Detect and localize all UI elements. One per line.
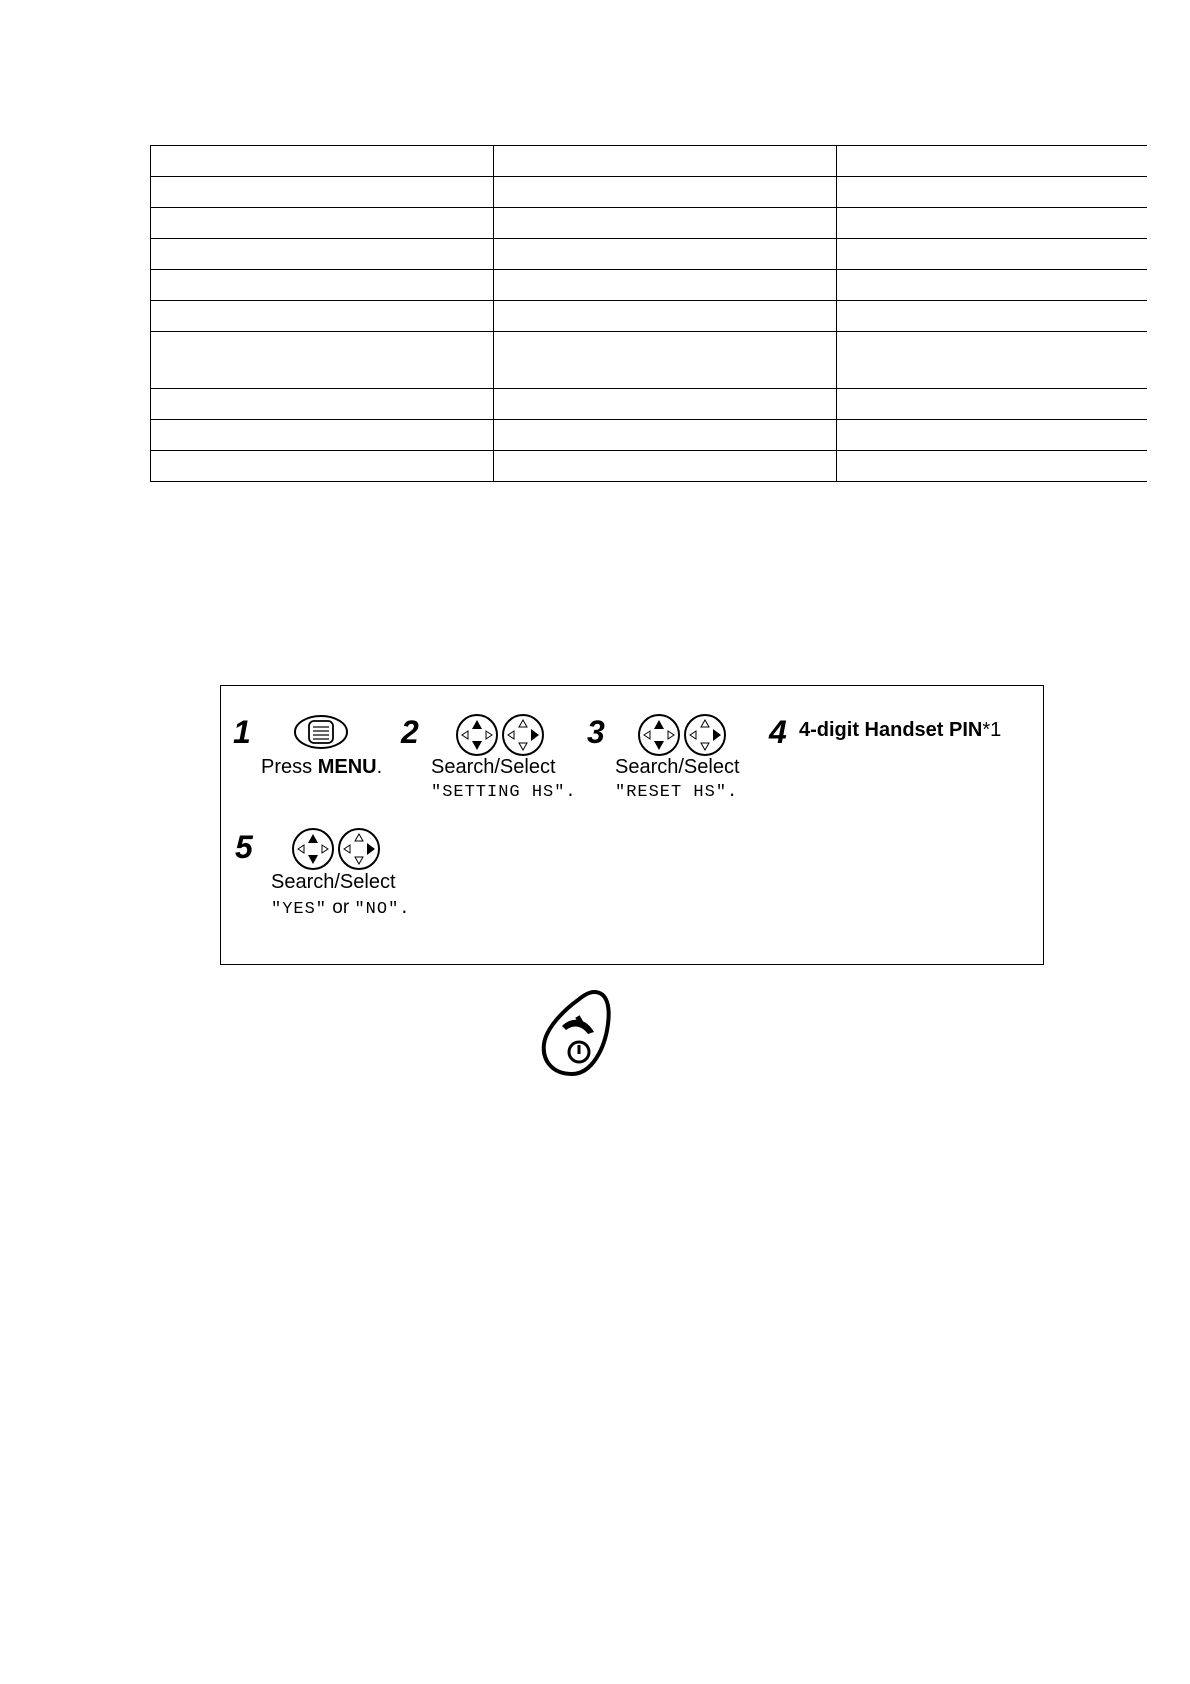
instruction-steps-box: [220, 685, 1044, 965]
step-3-value: "RESET HS".: [615, 783, 739, 802]
navigator-key-icon: [291, 826, 383, 872]
step-1-suffix: .: [376, 756, 383, 778]
yes-option: "YES": [271, 900, 328, 919]
table-cell: [494, 389, 837, 420]
table-cell: [494, 301, 837, 332]
step-5-caption: Search/Select: [271, 871, 396, 893]
table-cell: [837, 146, 1147, 177]
footnote-marker: *1: [982, 719, 1002, 741]
table-row: [151, 208, 1147, 239]
table-row: [151, 270, 1147, 301]
step-1-prefix: Press: [261, 756, 318, 778]
table-row: [151, 389, 1147, 420]
table-row: [151, 146, 1147, 177]
table-cell: [837, 177, 1147, 208]
table-cell: [837, 301, 1147, 332]
step-2-value: "SETTING HS".: [431, 783, 577, 802]
or-text: or: [327, 897, 355, 918]
table-cell: [837, 389, 1147, 420]
table-cell: [837, 451, 1147, 482]
table-cell: [151, 239, 494, 270]
handset-pin-text: 4-digit Handset PIN: [799, 719, 983, 741]
navigator-key-icon: [455, 712, 547, 758]
table-cell: [494, 208, 837, 239]
table-cell: [151, 270, 494, 301]
empty-table: [150, 145, 1147, 482]
step-5-value: [271, 897, 410, 919]
table-row: [151, 301, 1147, 332]
step-1-caption: [261, 756, 382, 779]
table-cell: [837, 270, 1147, 301]
table-cell: [837, 332, 1147, 389]
table-row: [151, 420, 1147, 451]
menu-button-icon: [293, 714, 349, 750]
handset-pin-label: [799, 719, 1001, 742]
off-power-key-icon: [538, 988, 614, 1080]
table-cell: [151, 389, 494, 420]
table-cell: [494, 146, 837, 177]
step-5-number: 5: [235, 829, 253, 865]
step-2-caption: Search/Select: [431, 756, 556, 778]
table-cell: [151, 177, 494, 208]
table-cell: [151, 301, 494, 332]
menu-key-label: MENU: [317, 756, 377, 778]
step-1-number: 1: [233, 714, 251, 750]
no-option: "NO".: [354, 900, 411, 919]
step-2-number: 2: [401, 714, 419, 750]
table-cell: [494, 177, 837, 208]
table-cell: [837, 420, 1147, 451]
table-cell: [151, 332, 494, 389]
table-cell: [837, 208, 1147, 239]
table-cell: [494, 239, 837, 270]
table-row: [151, 451, 1147, 482]
table-cell: [151, 451, 494, 482]
step-3-number: 3: [587, 714, 605, 750]
table-cell: [494, 420, 837, 451]
table-cell: [151, 208, 494, 239]
step-3-caption: Search/Select: [615, 756, 740, 778]
navigator-key-icon: [637, 712, 729, 758]
table-cell: [151, 420, 494, 451]
table-row: [151, 239, 1147, 270]
table-cell: [837, 239, 1147, 270]
step-4-number: 4: [769, 714, 787, 750]
table-cell: [494, 451, 837, 482]
table-cell: [494, 270, 837, 301]
table-cell: [151, 146, 494, 177]
table-row: [151, 177, 1147, 208]
table-row: [151, 332, 1147, 389]
table-cell: [494, 332, 837, 389]
